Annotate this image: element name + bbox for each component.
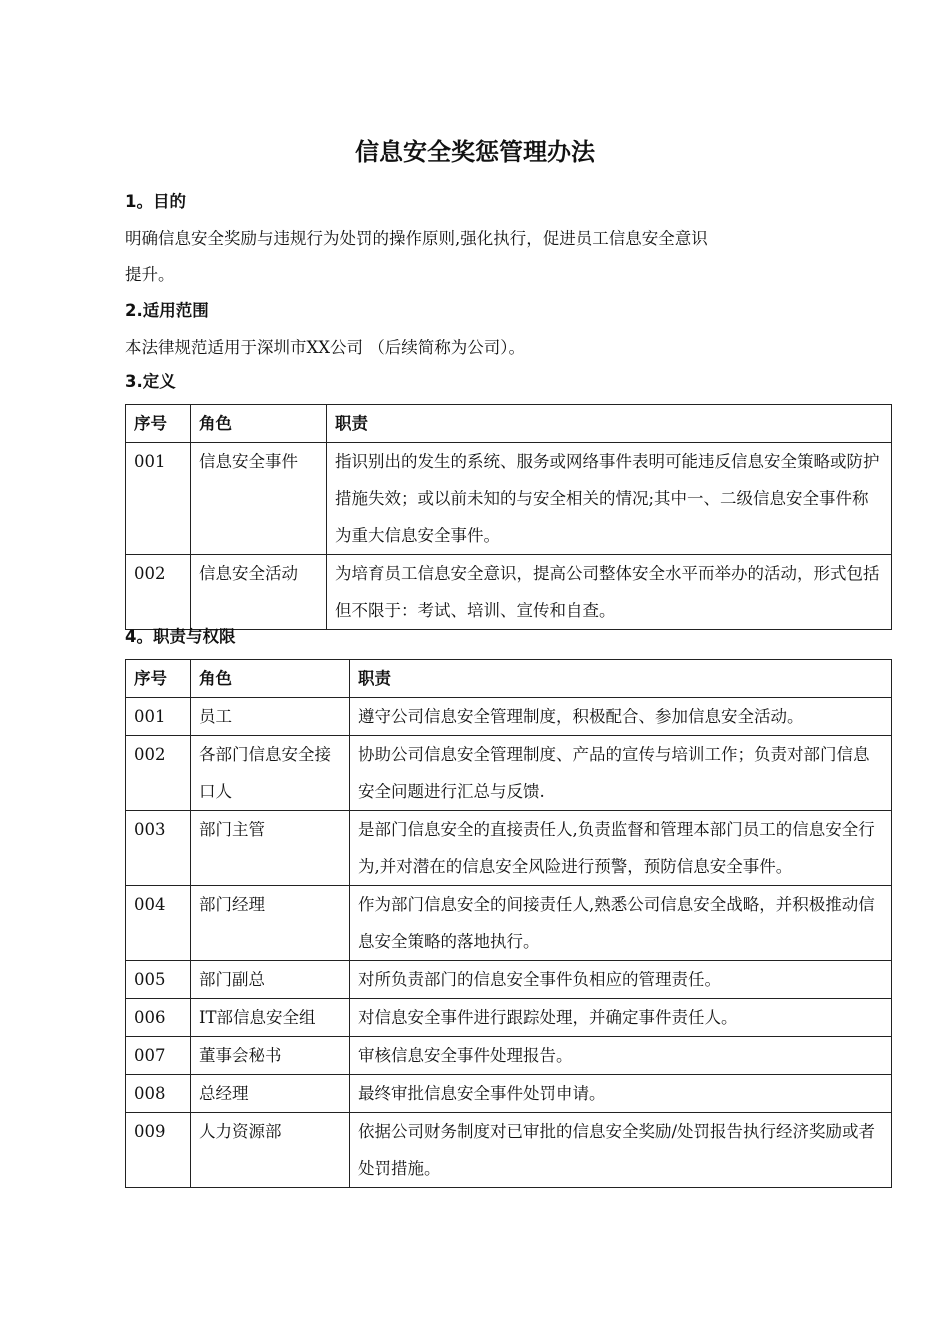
section-1-heading: 1。目的 <box>125 192 186 211</box>
section-1-text-line-2: 提升。 <box>125 265 175 284</box>
column-header-no: 序号 <box>126 405 191 443</box>
row-role: 人力资源部 <box>191 1113 350 1188</box>
column-header-role: 角色 <box>191 405 327 443</box>
row-duty: 依据公司财务制度对已审批的信息安全奖励/处罚报告执行经济奖励或者处罚措施。 <box>350 1113 892 1188</box>
table-row <box>126 811 892 886</box>
table-row <box>126 1037 892 1075</box>
definition-table <box>125 404 892 630</box>
row-number: 001 <box>126 698 191 736</box>
row-duty: 最终审批信息安全事件处罚申请。 <box>350 1075 892 1113</box>
row-number: 001 <box>126 443 191 555</box>
row-number: 007 <box>126 1037 191 1075</box>
document-title: 信息安全奖惩管理办法 <box>355 138 595 166</box>
table-header-row <box>126 405 892 443</box>
table-row <box>126 1075 892 1113</box>
row-number: 008 <box>126 1075 191 1113</box>
table-row <box>126 961 892 999</box>
row-number: 003 <box>126 811 191 886</box>
table-row <box>126 698 892 736</box>
row-number: 005 <box>126 961 191 999</box>
column-header-duty: 职责 <box>327 405 892 443</box>
row-duty: 协助公司信息安全管理制度、产品的宣传与培训工作；负责对部门信息安全问题进行汇总与反馈. <box>350 736 892 811</box>
row-role: 部门主管 <box>191 811 350 886</box>
table-row <box>126 443 892 555</box>
row-role: 部门副总 <box>191 961 350 999</box>
row-duty: 为培育员工信息安全意识，提高公司整体安全水平而举办的活动，形式包括但不限于：考试、培训、宣传和自查。 <box>327 555 892 630</box>
row-role: 董事会秘书 <box>191 1037 350 1075</box>
column-header-duty: 职责 <box>350 660 892 698</box>
table-row <box>126 1113 892 1188</box>
row-role: 部门经理 <box>191 886 350 961</box>
row-number: 002 <box>126 555 191 630</box>
row-role: 各部门信息安全接口人 <box>191 736 350 811</box>
row-role: 员工 <box>191 698 350 736</box>
row-duty: 遵守公司信息安全管理制度，积极配合、参加信息安全活动。 <box>350 698 892 736</box>
row-role: 信息安全事件 <box>191 443 327 555</box>
row-number: 009 <box>126 1113 191 1188</box>
section-3-heading: 3.定义 <box>125 372 176 391</box>
row-duty: 对信息安全事件进行跟踪处理，并确定事件责任人。 <box>350 999 892 1037</box>
row-role: 信息安全活动 <box>191 555 327 630</box>
column-header-no: 序号 <box>126 660 191 698</box>
responsibility-table <box>125 659 892 1188</box>
table-row <box>126 886 892 961</box>
row-duty: 指识别出的发生的系统、服务或网络事件表明可能违反信息安全策略或防护措施失效；或以前未知的与安全相关的情况;其中一、二级信息安全事件称为重大信息安全事件。 <box>327 443 892 555</box>
row-number: 006 <box>126 999 191 1037</box>
row-role: IT部信息安全组 <box>191 999 350 1037</box>
column-header-role: 角色 <box>191 660 350 698</box>
row-number: 004 <box>126 886 191 961</box>
table-row <box>126 999 892 1037</box>
row-duty: 对所负责部门的信息安全事件负相应的管理责任。 <box>350 961 892 999</box>
row-duty: 作为部门信息安全的间接责任人,熟悉公司信息安全战略，并积极推动信息安全策略的落地执行。 <box>350 886 892 961</box>
table-row <box>126 736 892 811</box>
section-1-text-line-1: 明确信息安全奖励与违规行为处罚的操作原则,强化执行，促进员工信息安全意识 <box>125 229 708 248</box>
table-row <box>126 555 892 630</box>
section-2-heading: 2.适用范围 <box>125 301 209 320</box>
section-2-text: 本法律规范适用于深圳市XX公司 （后续简称为公司）。 <box>125 338 525 357</box>
row-duty: 审核信息安全事件处理报告。 <box>350 1037 892 1075</box>
table-header-row <box>126 660 892 698</box>
row-number: 002 <box>126 736 191 811</box>
row-duty: 是部门信息安全的直接责任人,负责监督和管理本部门员工的信息安全行为,并对潜在的信息安全风险进行预警，预防信息安全事件。 <box>350 811 892 886</box>
row-role: 总经理 <box>191 1075 350 1113</box>
section-4-heading: 4。职责与权限 <box>125 627 236 646</box>
